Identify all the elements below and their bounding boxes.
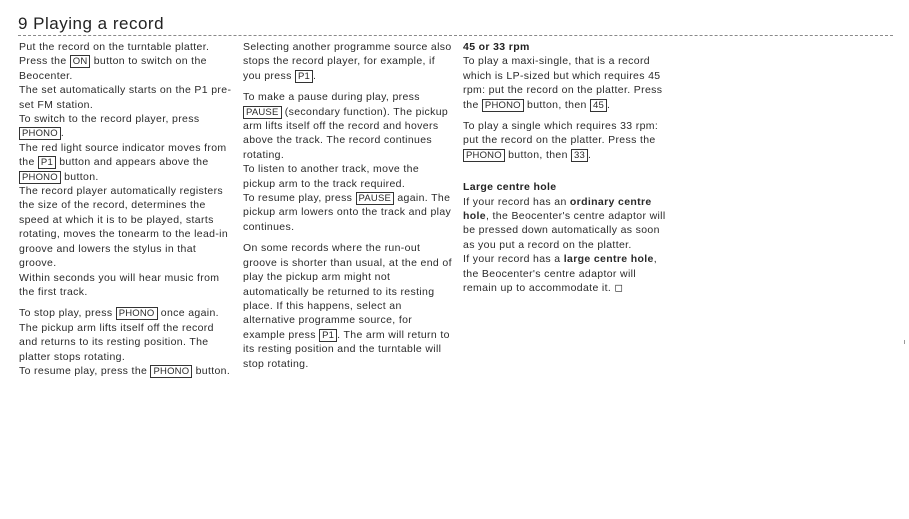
subheading-rpm: 45 or 33 rpm: [463, 41, 530, 53]
column-2: [243, 40, 453, 371]
phono-key-label: PHONO: [116, 307, 158, 320]
section-heading: 9 Playing a record: [18, 14, 165, 33]
column-3: [463, 40, 671, 296]
paragraph: Put the record on the turntable platter.: [19, 41, 210, 53]
paragraph: Within seconds you will hear music from the first track.: [19, 271, 220, 298]
pause-key-label: PAUSE: [243, 106, 282, 119]
paragraph: To resume play, press PAUSE again. The pickup arm lowers onto the track and play continues.: [243, 192, 452, 233]
paragraph: To play a maxi-single, that is a record which is LP-sized but which requires 45 rpm: put the record on the platter. Press the PHONO button, then 45 .: [463, 55, 663, 111]
heading-rule: [18, 35, 893, 36]
paragraph: If your record has an ordinary centre hole, the Beocenter's centre adaptor will be pressed down automatically as soon as you put a record on the platter.: [463, 195, 666, 251]
phono-key-label: PHONO: [19, 127, 61, 140]
paragraph: The record player automatically registers the size of the record, determines the speed at which it is to be played, starts rotating, moves the tonearm to the lead-in groove and lowers the stylus in that groove.: [19, 185, 229, 270]
paragraph: If your record has a large centre hole, the Beocenter's centre adaptor will remain up to accommodate it. ◻: [463, 253, 657, 295]
paragraph: To play a single which requires 33 rpm: put the record on the platter. Press the PHONO button, then 33 .: [463, 120, 659, 161]
45-key-label: 45: [590, 99, 607, 112]
phono-key-label: PHONO: [463, 149, 505, 162]
paragraph: The red light source indicator moves from the P1 button and appears above the PHONO button.: [19, 141, 227, 183]
p1-key-label: P1: [295, 70, 313, 83]
subheading-centre-hole: Large centre hole: [463, 181, 557, 194]
end-mark-icon: ◻: [611, 282, 624, 295]
p1-key-label: P1: [319, 329, 337, 342]
column-1: [19, 40, 234, 378]
pause-key-label: PAUSE: [356, 192, 395, 205]
paragraph: To resume play, press the PHONO button.: [19, 364, 231, 377]
paragraph: On some records where the run-out groove is shorter than usual, at the end of play the pickup arm might not automatically be returned to its resting place. If this happens, select an alternative programme source, for example press P1 . The arm will return to its resting position and the turntable will stop rotating.: [243, 242, 452, 370]
paragraph: The pickup arm lifts itself off the record and returns to its resting position. The platter stops rotating.: [19, 321, 214, 363]
phono-key-label: PHONO: [150, 365, 192, 378]
paragraph: To stop play, press PHONO once again.: [19, 307, 219, 320]
p1-key-label: P1: [38, 156, 56, 169]
margin-mark: [904, 340, 905, 344]
paragraph: Selecting another programme source also stops the record player, for example, if you press P1 .: [243, 41, 452, 82]
phono-key-label: PHONO: [19, 171, 61, 184]
paragraph: Press the ON button to switch on the Beocenter.: [19, 55, 207, 82]
paragraph: To switch to the record player, press PHONO .: [19, 113, 200, 140]
phono-key-label: PHONO: [482, 99, 524, 112]
on-key-label: ON: [70, 55, 91, 68]
paragraph: To make a pause during play, press PAUSE (secondary function). The pickup arm lifts itself off the record and hovers above the track. The record continues rotating.: [243, 91, 449, 161]
paragraph: The set automatically starts on the P1 pre-set FM station.: [19, 84, 232, 111]
paragraph: To listen to another track, move the pickup arm to the track required.: [243, 163, 420, 190]
33-key-label: 33: [571, 149, 588, 162]
